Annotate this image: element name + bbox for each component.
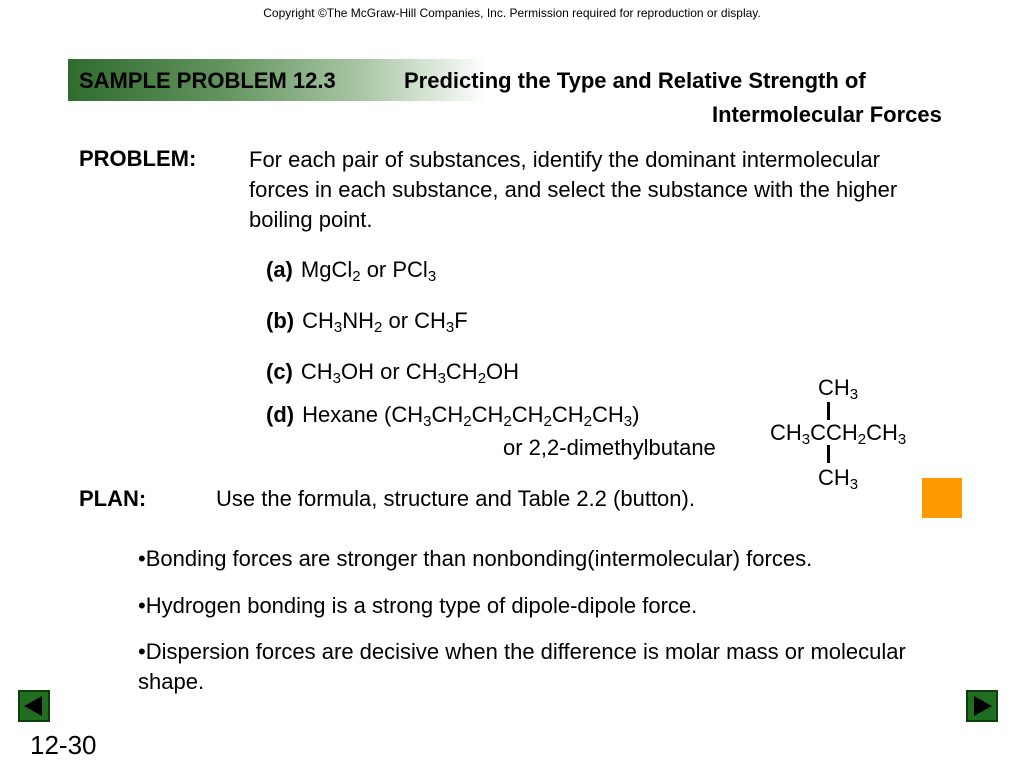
part-d-text: ): [632, 402, 640, 427]
part-d: [266, 402, 639, 428]
part-d-text: CH: [431, 402, 464, 427]
structure-text: CH: [818, 375, 850, 400]
subscript: 3: [849, 386, 859, 403]
structure-main-chain: [770, 420, 906, 446]
part-b-text: F: [454, 308, 468, 333]
part-a-text: or PCl: [360, 257, 428, 282]
part-a-text: MgCl: [300, 257, 353, 282]
table-2-2-button[interactable]: [922, 478, 962, 518]
problem-text: For each pair of substances, identify the dominant intermolecular forces in each substance, and select the substance with the higher boiling point.: [249, 147, 898, 232]
subscript: 3: [445, 319, 455, 336]
subscript: 2: [463, 413, 472, 430]
structure-top-methyl: [818, 375, 858, 401]
structure-text: CH: [866, 420, 898, 445]
bullet-item: •Dispersion forces are decisive when the difference is molar mass or molecular shape.: [138, 639, 906, 694]
plan-label: PLAN:: [79, 486, 147, 511]
triangle-left-icon: [20, 692, 48, 720]
part-d-text: CH: [511, 402, 544, 427]
part-d-alternative: or 2,2-dimethylbutane: [503, 435, 716, 460]
subscript: 2: [374, 319, 383, 336]
bond-line-top: [827, 402, 830, 420]
subscript: 3: [801, 431, 811, 448]
structure-bottom-methyl: [818, 465, 858, 491]
part-a-label: (a): [266, 257, 293, 282]
structure-text: CH: [770, 420, 802, 445]
part-c-text: CH: [445, 359, 478, 384]
sample-problem-label: SAMPLE PROBLEM 12.3: [79, 68, 336, 93]
bullet-item: •Hydrogen bonding is a strong type of dipole-dipole force.: [138, 593, 698, 618]
part-d-text: CH: [471, 402, 504, 427]
slide-number: 12-30: [30, 730, 97, 760]
part-a: [266, 257, 436, 283]
structure-text: CH: [818, 465, 850, 490]
subscript: 3: [427, 268, 437, 285]
subscript: 3: [333, 319, 343, 336]
copyright-notice: Copyright ©The McGraw-Hill Companies, Inc. Permission required for reproduction or display.: [263, 6, 761, 20]
part-d-label: (d): [266, 402, 295, 427]
part-b-text: or CH: [382, 308, 446, 333]
next-slide-button[interactable]: [966, 690, 998, 722]
subscript: 2: [583, 413, 592, 430]
part-c-label: (c): [266, 359, 293, 384]
bond-line-bottom: [827, 445, 830, 463]
part-b: [266, 308, 468, 334]
page-title-line2: Intermolecular Forces: [712, 102, 942, 127]
subscript: 3: [897, 431, 907, 448]
part-d-text: CH: [591, 402, 624, 427]
plan-text: Use the formula, structure and Table 2.2 (button).: [216, 486, 695, 511]
structure-text: CCH: [810, 420, 858, 445]
subscript: 2: [543, 413, 552, 430]
part-c-text: OH: [486, 359, 520, 384]
subscript: 3: [437, 370, 446, 387]
part-c: [266, 359, 519, 385]
subscript: 3: [849, 476, 859, 493]
triangle-right-icon: [968, 692, 996, 720]
part-b-text: NH: [342, 308, 374, 333]
previous-slide-button[interactable]: [18, 690, 50, 722]
part-c-text: CH: [300, 359, 333, 384]
subscript: 2: [857, 431, 867, 448]
subscript: 3: [423, 413, 432, 430]
subscript: 3: [623, 413, 633, 430]
subscript: 2: [352, 268, 361, 285]
subscript: 2: [477, 370, 487, 387]
part-c-text: OH or CH: [341, 359, 438, 384]
part-b-label: (b): [266, 308, 295, 333]
bullet-item: •Bonding forces are stronger than nonbonding(intermolecular) forces.: [138, 546, 813, 571]
page-title-line1: Predicting the Type and Relative Strength of: [404, 68, 866, 93]
problem-label: PROBLEM:: [79, 146, 197, 171]
subscript: 2: [503, 413, 512, 430]
part-d-text: CH: [551, 402, 584, 427]
part-b-text: CH: [302, 308, 334, 333]
subscript: 3: [332, 370, 342, 387]
part-d-text: Hexane (CH: [302, 402, 424, 427]
